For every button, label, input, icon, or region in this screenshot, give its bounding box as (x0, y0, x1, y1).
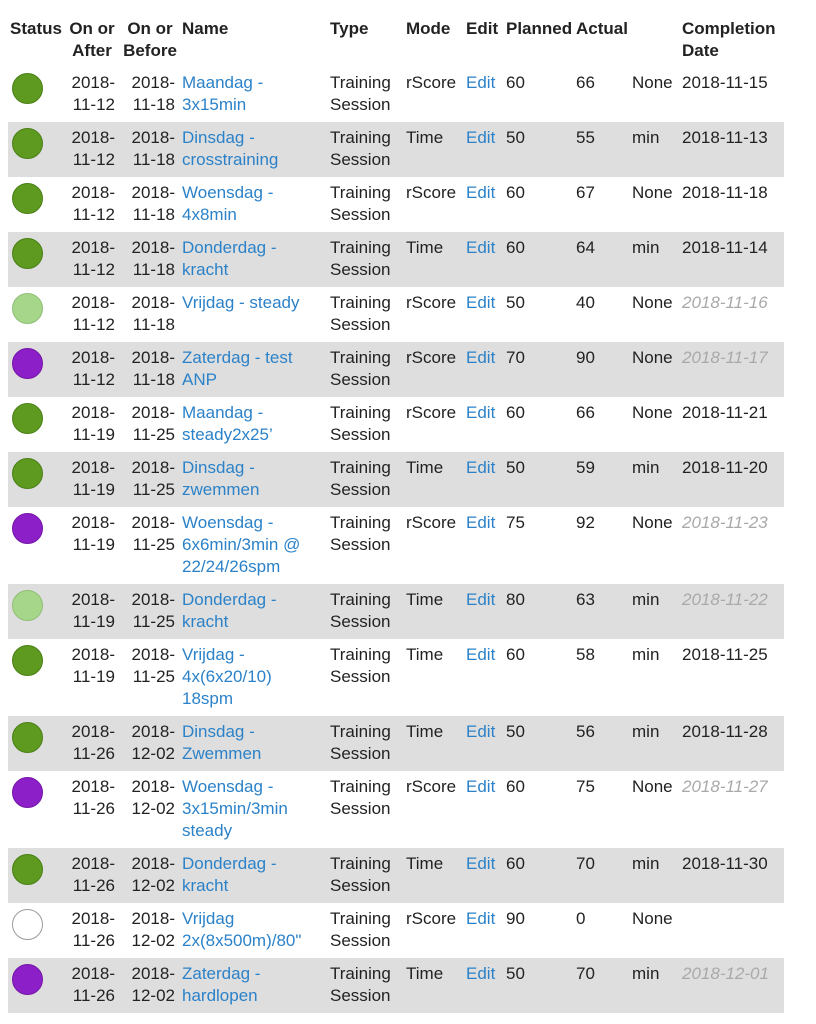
actual-cell: 66 (576, 403, 595, 422)
status-exceeded-icon (12, 964, 43, 995)
edit-cell (464, 342, 504, 397)
unit-cell: None (632, 73, 673, 92)
mode-cell: Time (404, 122, 464, 177)
name-cell (180, 452, 328, 507)
edit-link[interactable]: Edit (466, 854, 496, 873)
name-cell (180, 848, 328, 903)
on-or-before-cell: 2018-12-02 (131, 909, 175, 950)
actual-cell: 66 (576, 73, 595, 92)
header-on-or-after: On or After (69, 19, 115, 60)
edit-cell (464, 507, 504, 584)
session-name-link[interactable]: Dinsdag - crosstraining (182, 128, 279, 169)
header-actual: Actual (576, 19, 628, 38)
completion-date-cell: 2018-11-25 (682, 645, 768, 664)
session-name-link[interactable]: Woensdag - 4x8min (182, 183, 274, 224)
on-or-before-cell: 2018-12-02 (120, 716, 180, 771)
name-cell (180, 584, 328, 639)
edit-link[interactable]: Edit (466, 73, 496, 92)
status-cell (8, 903, 64, 958)
on-or-after-cell: 2018-11-19 (71, 645, 115, 686)
unit-cell: min (630, 232, 680, 287)
actual-cell: 70 (574, 848, 630, 903)
type-cell: Training Session (328, 342, 404, 397)
unit-cell: None (632, 513, 673, 532)
unit-cell: None (632, 183, 673, 202)
actual-cell: 40 (576, 293, 595, 312)
unit-cell: min (630, 716, 680, 771)
header-completion-date: Completion Date (682, 19, 776, 60)
type-cell: Training Session (330, 73, 391, 114)
on-or-after-cell: 2018-11-19 (71, 403, 115, 444)
on-or-before-cell: 2018-11-18 (131, 73, 175, 114)
planned-cell: 60 (506, 73, 525, 92)
completion-date-cell: 2018-11-16 (682, 293, 768, 312)
name-cell (180, 232, 328, 287)
status-completed-icon (12, 73, 43, 104)
planned-cell: 50 (504, 452, 574, 507)
unit-cell: None (632, 403, 673, 422)
completion-date-cell: 2018-11-15 (682, 73, 768, 92)
edit-link[interactable]: Edit (466, 722, 496, 741)
planned-cell: 50 (506, 293, 525, 312)
unit-cell: None (632, 777, 673, 796)
mode-cell: Time (404, 848, 464, 903)
edit-cell (464, 122, 504, 177)
on-or-after-cell: 2018-11-12 (71, 183, 115, 224)
table-row (8, 342, 784, 397)
edit-cell (464, 287, 504, 342)
status-cell (8, 232, 64, 287)
name-cell (180, 507, 328, 584)
edit-link[interactable]: Edit (466, 293, 496, 312)
edit-cell (464, 397, 504, 452)
unit-cell: min (630, 122, 680, 177)
unit-cell: None (632, 293, 673, 312)
on-or-before-cell: 2018-11-25 (131, 645, 175, 686)
name-cell (180, 67, 328, 122)
on-or-before-cell: 2018-11-18 (120, 122, 180, 177)
edit-cell (464, 232, 504, 287)
actual-cell: 56 (574, 716, 630, 771)
name-cell (180, 177, 328, 232)
status-cell (8, 848, 64, 903)
actual-cell: 90 (574, 342, 630, 397)
status-partial-icon (12, 293, 43, 324)
status-completed-icon (12, 458, 43, 489)
on-or-after-cell: 2018-11-26 (71, 777, 115, 818)
status-cell (8, 958, 64, 1013)
unit-cell: min (630, 584, 680, 639)
on-or-before-cell: 2018-11-18 (131, 183, 175, 224)
completion-date-cell: 2018-11-17 (680, 342, 784, 397)
table-row (8, 716, 784, 771)
status-cell (8, 639, 64, 716)
mode-cell: rScore (406, 73, 457, 92)
type-cell: Training Session (328, 584, 404, 639)
table-row (8, 958, 784, 1013)
header-status: Status (10, 19, 62, 38)
mode-cell: rScore (406, 777, 457, 796)
planned-cell: 70 (504, 342, 574, 397)
table-row (8, 67, 784, 122)
status-cell (8, 507, 64, 584)
planned-cell: 60 (504, 848, 574, 903)
planned-cell: 50 (504, 122, 574, 177)
header-name: Name (182, 19, 229, 38)
header-on-or-before: On or Before (123, 19, 177, 60)
edit-link[interactable]: Edit (466, 513, 496, 532)
on-or-before-cell: 2018-11-25 (120, 584, 180, 639)
type-cell: Training Session (328, 232, 404, 287)
mode-cell: rScore (404, 342, 464, 397)
mode-cell: Time (404, 452, 464, 507)
completion-date-cell: 2018-12-01 (680, 958, 784, 1013)
status-cell (8, 342, 64, 397)
mode-cell: rScore (406, 183, 457, 202)
on-or-before-cell: 2018-11-25 (131, 513, 175, 554)
session-name-link[interactable]: Woensdag - 6x6min/3min @ 22/24/26spm (182, 513, 301, 576)
planned-cell: 60 (506, 777, 525, 796)
on-or-before-cell: 2018-11-25 (131, 403, 175, 444)
session-name-link[interactable]: Dinsdag - zwemmen (182, 458, 260, 499)
on-or-after-cell: 2018-11-19 (71, 513, 115, 554)
table-row (8, 122, 784, 177)
completion-date-cell: 2018-11-22 (680, 584, 784, 639)
edit-link[interactable]: Edit (466, 777, 496, 796)
edit-cell (464, 639, 504, 716)
planned-cell: 50 (504, 958, 574, 1013)
on-or-before-cell: 2018-11-18 (131, 293, 175, 334)
planned-cell: 75 (506, 513, 525, 532)
type-cell: Training Session (330, 183, 391, 224)
session-name-link[interactable]: Zaterdag - test ANP (182, 348, 293, 389)
status-exceeded-icon (12, 513, 43, 544)
on-or-after-cell: 2018-11-12 (64, 122, 120, 177)
name-cell (180, 287, 328, 342)
on-or-after-cell: 2018-11-26 (64, 958, 120, 1013)
type-cell: Training Session (330, 777, 391, 818)
unit-cell: min (630, 452, 680, 507)
on-or-before-cell: 2018-11-18 (120, 232, 180, 287)
status-completed-icon (12, 403, 43, 434)
on-or-after-cell: 2018-11-19 (64, 452, 120, 507)
name-cell (180, 903, 328, 958)
edit-link[interactable]: Edit (466, 964, 496, 983)
table-row (8, 848, 784, 903)
status-completed-icon (12, 238, 43, 269)
name-cell (180, 958, 328, 1013)
mode-cell: Time (404, 232, 464, 287)
table-header (8, 14, 784, 67)
type-cell: Training Session (330, 513, 391, 554)
planned-cell: 60 (506, 403, 525, 422)
table-row (8, 639, 784, 716)
completion-date-cell: 2018-11-23 (682, 513, 768, 532)
edit-link[interactable]: Edit (466, 348, 496, 367)
status-cell (8, 67, 64, 122)
mode-cell: Time (404, 716, 464, 771)
type-cell: Training Session (328, 848, 404, 903)
edit-cell (464, 771, 504, 848)
edit-link[interactable]: Edit (466, 183, 496, 202)
on-or-after-cell: 2018-11-19 (64, 584, 120, 639)
name-cell (180, 342, 328, 397)
sessions-table (8, 14, 784, 1013)
header-unit (630, 14, 680, 67)
on-or-after-cell: 2018-11-26 (71, 909, 115, 950)
type-cell: Training Session (328, 452, 404, 507)
status-cell (8, 584, 64, 639)
edit-cell (464, 452, 504, 507)
edit-cell (464, 958, 504, 1013)
status-completed-icon (12, 645, 43, 676)
unit-cell: None (632, 909, 673, 928)
table-row (8, 397, 784, 452)
session-name-link[interactable]: Donderdag - kracht (182, 854, 277, 895)
edit-link[interactable]: Edit (466, 909, 496, 928)
mode-cell: rScore (406, 513, 457, 532)
on-or-before-cell: 2018-12-02 (120, 958, 180, 1013)
type-cell: Training Session (328, 716, 404, 771)
name-cell (180, 639, 328, 716)
name-cell (180, 397, 328, 452)
table-row (8, 507, 784, 584)
table-row (8, 287, 784, 342)
on-or-after-cell: 2018-11-12 (71, 293, 115, 334)
status-cell (8, 452, 64, 507)
actual-cell: 0 (576, 909, 586, 928)
table-row (8, 452, 784, 507)
status-partial-icon (12, 590, 43, 621)
edit-cell (464, 848, 504, 903)
mode-cell: rScore (406, 293, 457, 312)
unit-cell: min (632, 645, 660, 664)
on-or-after-cell: 2018-11-12 (64, 232, 120, 287)
table-row (8, 177, 784, 232)
edit-cell (464, 716, 504, 771)
type-cell: Training Session (328, 958, 404, 1013)
status-exceeded-icon (12, 348, 43, 379)
on-or-after-cell: 2018-11-12 (64, 342, 120, 397)
planned-cell: 80 (504, 584, 574, 639)
header-mode: Mode (406, 19, 451, 38)
planned-cell: 90 (506, 909, 525, 928)
table-row (8, 903, 784, 958)
type-cell: Training Session (330, 293, 391, 334)
session-name-link[interactable]: Donderdag - kracht (182, 238, 277, 279)
session-name-link[interactable]: Donderdag - kracht (182, 590, 277, 631)
edit-cell (464, 177, 504, 232)
planned-cell: 60 (506, 645, 525, 664)
edit-cell (464, 67, 504, 122)
completion-date-cell: 2018-11-13 (680, 122, 784, 177)
actual-cell: 92 (576, 513, 595, 532)
type-cell: Training Session (330, 909, 391, 950)
status-completed-icon (12, 128, 43, 159)
status-completed-icon (12, 722, 43, 753)
session-name-link[interactable]: Maandag - 3x15min (182, 73, 264, 114)
header-planned: Planned (506, 19, 573, 38)
status-missed-icon (12, 909, 43, 940)
session-name-link[interactable]: Vrijdag 2x(8x500m)/80" (182, 909, 302, 950)
type-cell: Training Session (328, 122, 404, 177)
mode-cell: Time (406, 645, 444, 664)
status-completed-icon (12, 854, 43, 885)
on-or-after-cell: 2018-11-26 (64, 716, 120, 771)
on-or-after-cell: 2018-11-12 (71, 73, 115, 114)
completion-date-cell: 2018-11-30 (680, 848, 784, 903)
completion-date-cell (680, 903, 784, 958)
actual-cell: 59 (574, 452, 630, 507)
unit-cell: min (630, 958, 680, 1013)
on-or-before-cell: 2018-11-25 (120, 452, 180, 507)
header-edit: Edit (466, 19, 499, 38)
edit-link[interactable]: Edit (466, 128, 496, 147)
table-row (8, 771, 784, 848)
on-or-before-cell: 2018-12-02 (131, 777, 175, 818)
status-cell (8, 122, 64, 177)
planned-cell: 60 (506, 183, 525, 202)
completion-date-cell: 2018-11-18 (682, 183, 768, 202)
session-name-link[interactable]: Woensdag - 3x15min/3min steady (182, 777, 288, 840)
edit-link[interactable]: Edit (466, 645, 496, 664)
completion-date-cell: 2018-11-27 (682, 777, 768, 796)
on-or-before-cell: 2018-12-02 (120, 848, 180, 903)
mode-cell: Time (404, 958, 464, 1013)
actual-cell: 64 (574, 232, 630, 287)
completion-date-cell: 2018-11-14 (680, 232, 784, 287)
status-completed-icon (12, 183, 43, 214)
mode-cell: Time (404, 584, 464, 639)
on-or-before-cell: 2018-11-18 (120, 342, 180, 397)
on-or-after-cell: 2018-11-26 (64, 848, 120, 903)
table-row (8, 584, 784, 639)
session-name-link[interactable]: Dinsdag - Zwemmen (182, 722, 262, 763)
session-name-link[interactable]: Vrijdag - steady (182, 293, 300, 312)
session-name-link[interactable]: Zaterdag - hardlopen (182, 964, 261, 1005)
edit-link[interactable]: Edit (466, 458, 496, 477)
completion-date-cell: 2018-11-20 (680, 452, 784, 507)
unit-cell: min (630, 848, 680, 903)
actual-cell: 55 (574, 122, 630, 177)
type-cell: Training Session (330, 645, 391, 686)
edit-link[interactable]: Edit (466, 590, 496, 609)
actual-cell: 70 (574, 958, 630, 1013)
completion-date-cell: 2018-11-21 (682, 403, 768, 422)
actual-cell: 75 (576, 777, 595, 796)
type-cell: Training Session (330, 403, 391, 444)
edit-cell (464, 584, 504, 639)
edit-link[interactable]: Edit (466, 403, 496, 422)
planned-cell: 60 (504, 232, 574, 287)
name-cell (180, 122, 328, 177)
status-cell (8, 716, 64, 771)
header-type: Type (330, 19, 369, 38)
status-cell (8, 177, 64, 232)
session-name-link[interactable]: Maandag - steady2x25’ (182, 403, 273, 444)
actual-cell: 63 (574, 584, 630, 639)
name-cell (180, 771, 328, 848)
session-name-link[interactable]: Vrijdag - 4x(6x20/10) 18spm (182, 645, 272, 708)
status-cell (8, 771, 64, 848)
planned-cell: 50 (504, 716, 574, 771)
name-cell (180, 716, 328, 771)
status-exceeded-icon (12, 777, 43, 808)
edit-link[interactable]: Edit (466, 238, 496, 257)
actual-cell: 58 (576, 645, 595, 664)
actual-cell: 67 (576, 183, 595, 202)
status-cell (8, 287, 64, 342)
mode-cell: rScore (406, 403, 457, 422)
edit-cell (464, 903, 504, 958)
mode-cell: rScore (406, 909, 457, 928)
status-cell (8, 397, 64, 452)
table-body (8, 67, 784, 1013)
unit-cell: None (630, 342, 680, 397)
table-row (8, 232, 784, 287)
completion-date-cell: 2018-11-28 (680, 716, 784, 771)
